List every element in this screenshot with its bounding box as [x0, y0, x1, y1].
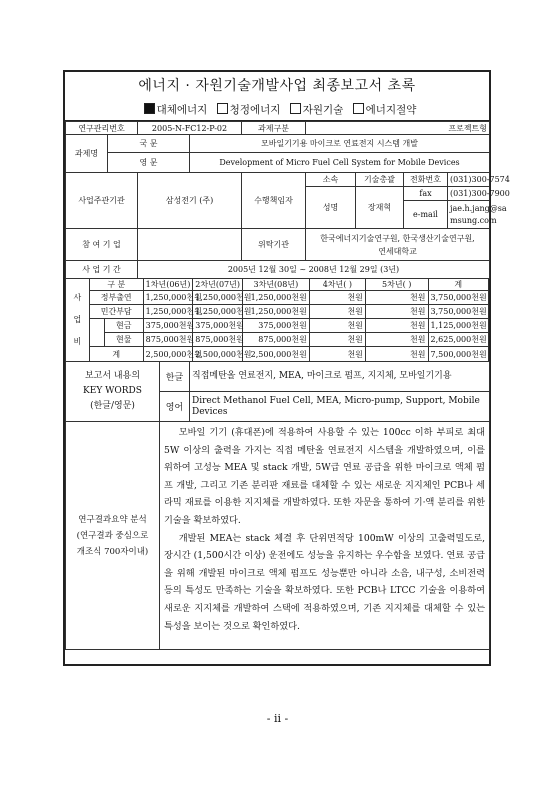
budget-cell: 천원 [309, 291, 365, 305]
budget-cell: 1,125,000천원 [428, 319, 489, 333]
budget-row-label: 민간부담 [89, 305, 143, 319]
keywords-summary-table [65, 361, 490, 650]
person-label: 성명 [306, 187, 356, 229]
table-row [66, 347, 489, 362]
fax-value: (031)300-7900 [448, 187, 490, 201]
budget-header-cell: 4차년( ) [309, 279, 365, 291]
category-label: 대체에너지 [156, 104, 208, 116]
mgmt-label: 연구관리번호 [66, 122, 138, 135]
mgmt-value: 2005-N-FC12-P-02 [138, 122, 242, 135]
budget-cell: 천원 [365, 319, 428, 333]
budget-sub-label: 현물 [104, 333, 143, 347]
summary-body [160, 422, 490, 650]
budget-cell: 3,750,000천원 [428, 291, 489, 305]
budget-indent [89, 319, 104, 347]
budget-cell: 1,250,000천원 [193, 305, 243, 319]
budget-sub-label: 현금 [104, 319, 143, 333]
budget-cell: 천원 [309, 319, 365, 333]
form-title: 에너지 · 자원기술개발사업 최종보고서 초록 [138, 78, 416, 94]
budget-cell: 천원 [365, 347, 428, 362]
budget-cell: 2,625,000천원 [428, 333, 489, 347]
table-row [66, 333, 489, 347]
budget-cell: 2,500,000천원 [242, 347, 309, 362]
kw-en-label: 영어 [160, 392, 190, 422]
checkbox-icon[interactable] [217, 103, 228, 114]
budget-cell: 1,250,000천원 [143, 291, 193, 305]
budget-row-label: 계 [89, 347, 143, 362]
budget-header-cell: 구 분 [89, 279, 143, 291]
budget-cell: 2,500,000천원 [143, 347, 193, 362]
summary-label: 연구결과요약 분석 (연구결과 중심으로 개조식 700자이내) [66, 422, 160, 650]
table-row [66, 305, 489, 319]
budget-header-cell: 2차년(07년) [193, 279, 243, 291]
period-label: 사 업 기 간 [66, 261, 138, 279]
manager-label: 수행책임자 [242, 173, 306, 229]
page-number: - ii - [266, 712, 289, 725]
budget-cell: 1,250,000천원 [193, 291, 243, 305]
budget-cell: 천원 [365, 305, 428, 319]
abstract-form [63, 70, 510, 666]
checkbox-icon[interactable] [290, 103, 301, 114]
table-row [66, 319, 489, 333]
type-value: 프로젝트형 [306, 122, 490, 135]
kw-en-value: Direct Methanol Fuel Cell, MEA, Micro-pump, Support, Mobile Devices [190, 392, 490, 422]
org-label: 사업주관기관 [66, 173, 138, 229]
kw-kr-value: 직접메탄올 연료전지, MEA, 마이크로 펌프, 지지체, 모바일기기용 [190, 362, 490, 392]
budget-cell: 천원 [309, 305, 365, 319]
email-label: e-mail [404, 201, 448, 229]
kw-kr-label: 한글 [160, 362, 190, 392]
budget-cell: 천원 [309, 347, 365, 362]
phone-value: (031)300-7574 [448, 173, 490, 187]
budget-cell: 천원 [365, 291, 428, 305]
budget-cell: 1,250,000천원 [242, 291, 309, 305]
fax-label: fax [404, 187, 448, 201]
budget-cell: 3,750,000천원 [428, 305, 489, 319]
keywords-label: 보고서 내용의 KEY WORDS (한글/영문) [66, 362, 160, 422]
participants-label: 참 여 기 업 [66, 229, 138, 261]
budget-header-cell: 3차년(08년) [242, 279, 309, 291]
budget-cell: 천원 [365, 333, 428, 347]
budget-header-cell: 1차년(06년) [143, 279, 193, 291]
budget-header-cell: 계 [428, 279, 489, 291]
person-value: 장재혁 [356, 187, 404, 229]
budget-side-label: 사 업 비 [66, 279, 90, 362]
category-label: 에너지절약 [365, 104, 417, 116]
budget-table [65, 278, 489, 362]
dept-value: 기술총괄 [356, 173, 404, 187]
en-title: Development of Micro Fuel Cell System for Mobile Devices [190, 153, 490, 173]
type-label: 과제구분 [242, 122, 306, 135]
budget-cell: 875,000천원 [193, 333, 243, 347]
org-name: 삼성전기 (주) [138, 173, 242, 229]
phone-label: 전화번호 [404, 173, 448, 187]
budget-header-cell: 5차년( ) [365, 279, 428, 291]
budget-cell: 7,500,000천원 [428, 347, 489, 362]
project-name-label: 과제명 [66, 135, 108, 173]
budget-cell: 1,250,000천원 [242, 305, 309, 319]
consign-label: 위탁기관 [242, 229, 306, 261]
budget-cell: 1,250,000천원 [143, 305, 193, 319]
checkbox-icon[interactable] [144, 103, 155, 114]
budget-cell: 875,000천원 [143, 333, 193, 347]
budget-cell: 375,000천원 [242, 319, 309, 333]
category-label: 자원기술 [302, 104, 344, 116]
summary-paragraph: 개발된 MEA는 stack 체결 후 단위면적당 100mW 이상의 고출력밀도로, 장시간 (1,500시간 이상) 운전에도 성능을 유지하는 우수함을 보였다. 연료 공급을 위해 개발된 마이크로 액체 펌프도 성능뿐만 아니라 소음, 내구성, 소비전력 등의 특성도 만족하는 기술을 확보하였다. 또한 PCB나 LTCC 기술을 이용하여 새로운 지지체를 개발하여 스택에 적용하였으며, 기존 지지체를 대체할 수 있는 특성을 보이는 것으로 확인하였다. [164, 532, 485, 632]
summary-paragraph: 모바일 기기 (휴대폰)에 적용하여 사용할 수 있는 100cc 이하 부피로 최대 5W 이상의 출력을 가지는 직접 메탄올 연료전지 시스템을 개발하였으며, 이를 위하여 고성능 MEA 및 stack 개발, 5W급 연료 공급을 위한 마이크로 액체 펌프 개발, 그리고 기존 분리판 재료를 대체할 수 있는 새로운 지지체인 PCB나 세라믹 재료를 이용한 지지체를 개발하였다. 또한 자문을 통하여 기·액 분리를 위한 기술을 확보하였다. [164, 427, 485, 526]
participants-value [138, 229, 242, 261]
consign-value: 한국에너지기술연구원, 한국생산기술연구원, 연세대학교 [306, 229, 490, 261]
kr-label: 국 문 [108, 135, 190, 153]
budget-cell: 375,000천원 [143, 319, 193, 333]
category-label: 청정에너지 [229, 104, 281, 116]
email-value: jae.h.jang@sa msung.com [448, 201, 490, 229]
dept-label: 소속 [306, 173, 356, 187]
budget-cell: 천원 [309, 333, 365, 347]
category-checkboxes [65, 100, 489, 121]
budget-cell: 875,000천원 [242, 333, 309, 347]
info-table [65, 121, 510, 279]
en-label: 영 문 [108, 153, 190, 173]
kr-title: 모바일기기용 마이크로 연료전지 시스템 개발 [190, 135, 490, 153]
budget-row-label: 정부출연 [89, 291, 143, 305]
checkbox-icon[interactable] [353, 103, 364, 114]
budget-cell: 2,500,000천원 [193, 347, 243, 362]
period-value: 2005년 12월 30일 ~ 2008년 12월 29일 (3년) [138, 261, 490, 279]
budget-cell: 375,000천원 [193, 319, 243, 333]
table-row [66, 291, 489, 305]
